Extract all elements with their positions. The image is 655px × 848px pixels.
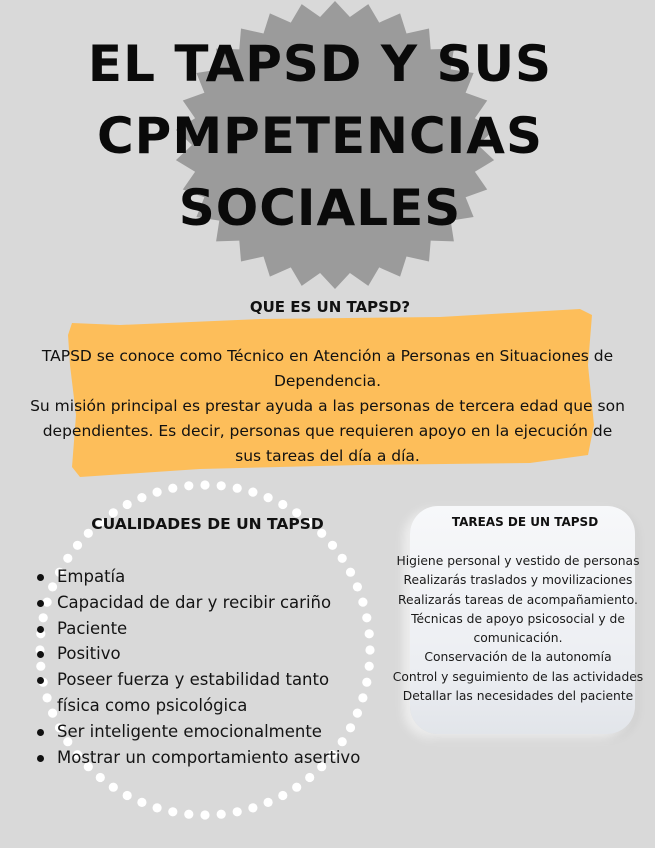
circle-dot [168, 807, 177, 816]
list-item: Realizarás traslados y movilizaciones [403, 573, 633, 588]
circle-dot [264, 798, 273, 807]
circle-dot [200, 810, 209, 819]
intro-paragraph-2: Su misión principal es prestar ayuda a las personas de tercera edad que son dependientes. Es decir, personas que requieren apoyo en la ejecución de sus tareas del día a día. [30, 397, 625, 465]
circle-dot [233, 807, 242, 816]
circle-dot [63, 554, 72, 563]
circle-dot [109, 783, 118, 792]
title-line-1: EL TAPSD Y SUS [87, 35, 553, 93]
circle-dot [48, 709, 57, 718]
list-item: Paciente [57, 616, 387, 642]
list-item: Mostrar un comportamiento asertivo [57, 745, 387, 771]
circle-dot [233, 484, 242, 493]
circle-dot [292, 783, 301, 792]
circle-dot [217, 481, 226, 490]
what-is-heading: QUE ES UN TAPSD? [249, 298, 411, 316]
list-item: Empatía [57, 564, 387, 590]
tasks-list [383, 552, 653, 706]
list-item: comunicación. [473, 631, 563, 646]
circle-dot [305, 773, 314, 782]
circle-dot [217, 810, 226, 819]
circle-dot [137, 493, 146, 502]
circle-dot [248, 803, 257, 812]
list-item-continuation: física como psicológica [57, 695, 248, 715]
circle-dot [278, 500, 287, 509]
circle-dot [264, 493, 273, 502]
qualities-heading: CUALIDADES DE UN TAPSD [91, 515, 324, 533]
list-item: Técnicas de apoyo psicosocial y de [411, 611, 625, 626]
circle-dot [184, 810, 193, 819]
circle-dot [153, 803, 162, 812]
title-line-2: CPMPETENCIAS [96, 107, 543, 165]
circle-dot [96, 773, 105, 782]
circle-dot [48, 582, 57, 591]
circle-dot [328, 541, 337, 550]
list-item: Positivo [57, 641, 387, 667]
circle-dot [338, 554, 347, 563]
intro-paragraph-1: TAPSD se conoce como Técnico en Atención a Personas en Situaciones de Dependencia. [41, 347, 614, 390]
circle-dot [278, 791, 287, 800]
list-item: Realizarás tareas de acompañamiento. [398, 592, 638, 607]
title-line-3: SOCIALES [178, 179, 462, 237]
circle-dot [184, 481, 193, 490]
circle-dot [43, 693, 52, 702]
list-item: Higiene personal y vestido de personas [396, 554, 640, 568]
circle-dot [39, 613, 48, 622]
circle-dot [137, 798, 146, 807]
circle-dot [248, 488, 257, 497]
list-item: Detallar las necesidades del paciente [402, 689, 634, 704]
circle-dot [200, 480, 209, 489]
circle-dot [123, 500, 132, 509]
circle-dot [73, 541, 82, 550]
intro-text [30, 344, 625, 469]
page-title [60, 28, 580, 244]
circle-dot [123, 791, 132, 800]
qualities-list [57, 564, 387, 770]
circle-dot [36, 662, 45, 671]
list-item: Control y seguimiento de las actividades [392, 669, 644, 684]
list-item: Capacidad de dar y recibir cariño [57, 590, 387, 616]
circle-dot [168, 484, 177, 493]
tasks-heading: TAREAS DE UN TAPSD [451, 515, 599, 529]
list-item: Ser inteligente emocionalmente [57, 719, 387, 745]
list-item: Poseer fuerza y estabilidad tanto [57, 667, 387, 693]
circle-dot [153, 488, 162, 497]
list-item: Conservación de la autonomía [424, 650, 612, 665]
